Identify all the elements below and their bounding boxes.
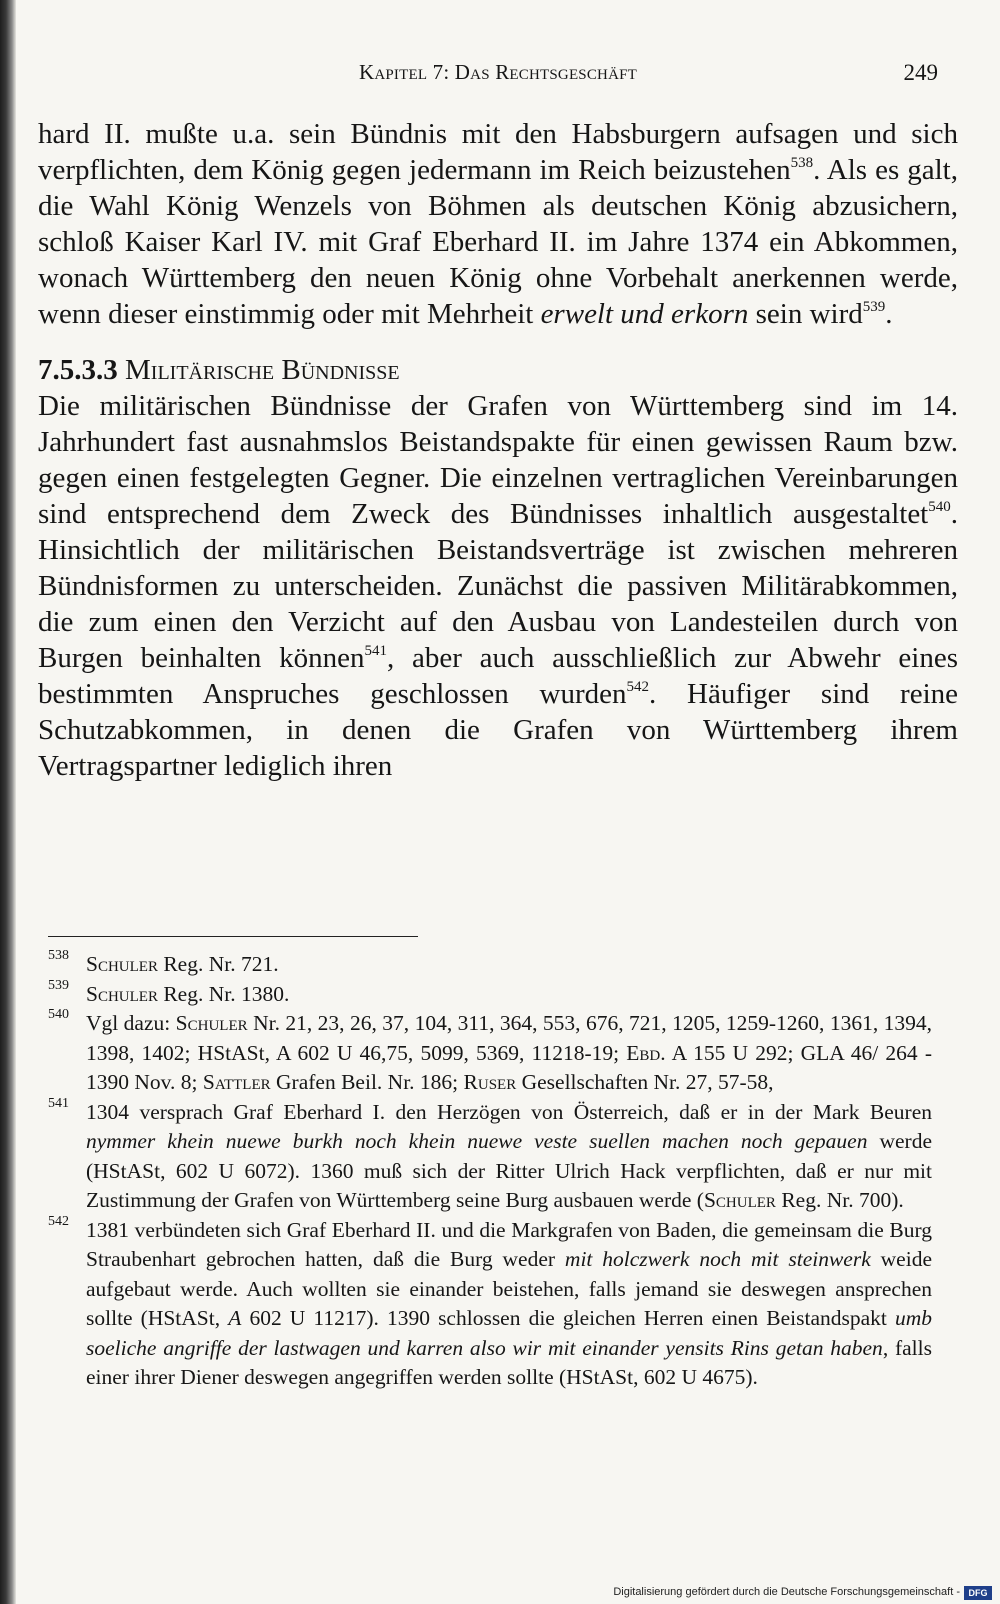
author-name: Schuler	[703, 1188, 776, 1212]
footnotes	[48, 950, 932, 1393]
footnote-538	[48, 950, 932, 980]
footnote-number: 539	[48, 977, 69, 993]
abbreviation: Ebd.	[626, 1040, 666, 1065]
text-run: 602 U 11217). 1390 schlossen die gleichen Herren einen Beistandspakt	[241, 1306, 895, 1330]
author-name: Schuler	[86, 981, 158, 1006]
running-head	[38, 60, 958, 90]
footnote-ref-542: 542	[626, 679, 650, 695]
text-run: hard II. mußte u.a. sein Bündnis mit den Habsburgern aufsagen und sich verpflichten, dem König gegen jedermann im Reich beizustehen	[38, 118, 958, 186]
quoted-phrase: nymmer khein nuewe burkh noch khein nuewe veste suellen machen noch gepauen	[86, 1129, 868, 1153]
text-run: 1381 verbündeten sich Graf Eberhard II. und die Markgrafen von Baden, die gemeinsam die Burg Straubenhart gebrochen hatten, daß die Burg weder	[86, 1217, 932, 1271]
text-run: .	[885, 298, 893, 330]
quoted-phrase: erwelt und erkorn	[540, 298, 749, 330]
text-run: werde (HStASt, 602 U 6072). 1360 muß sich der Ritter Ulrich Hack verpflichten, daß er nur mit Zustimmung der Grafen von Württemberg seine Burg ausbauen werde (	[86, 1129, 932, 1212]
section-number: 7.5.3.3	[38, 354, 118, 386]
author-name: Sattler	[202, 1070, 271, 1094]
footnote-539	[48, 977, 932, 1010]
section-title: Militärische Bündnisse	[125, 354, 400, 386]
text-run: Vgl dazu:	[86, 1011, 176, 1035]
chapter-title: Kapitel 7: Das Rechtsgeschäft	[358, 60, 638, 84]
quoted-phrase: A	[228, 1306, 242, 1330]
digitization-credit: Digitalisierung gefördert durch die Deutsche Forschungsgemeinschaft -	[613, 1586, 960, 1598]
text-run: weide aufgebaut werde. Auch wollten sie einander beistehen, falls jemand sie deswegen ansprechen sollte (HStASt,	[86, 1247, 932, 1330]
text-run: . Hinsichtlich der militärischen Beistandsverträge ist zwischen mehreren Bündnisformen zu unterscheiden. Zunächst die passiven Militärabkommen, die zum einen den Verzicht auf den Ausbau von Landesteilen durch von Burgen beinhalten können	[38, 498, 958, 674]
text-run: Gesellschaften Nr. 27, 57-58,	[516, 1070, 774, 1094]
text-run: , falls einer ihrer Diener deswegen angegriffen werden sollte (HStASt, 602 U 4675).	[86, 1335, 932, 1389]
text-run: 1304 versprach Graf Eberhard I. den Herzögen von Österreich, daß er in der Mark Beuren	[86, 1099, 932, 1124]
text-run: sein wird	[748, 298, 863, 330]
text-run: Die militärischen Bündnisse der Grafen von Württemberg sind im 14. Jahrhundert fast ausnahmslos Beistandspakte für einen gewissen Raum bzw. gegen einen festgelegten Gegner. Die einzelnen vertraglichen Vereinbarungen sind entsprechend dem Zweck des Bündnisses inhaltlich ausgestaltet	[38, 390, 958, 530]
quoted-phrase: mit holczwerk noch mit steinwerk	[564, 1247, 871, 1271]
footnote-number: 538	[48, 948, 69, 963]
footnote-ref-541: 541	[364, 643, 387, 659]
text-run: A 155 U 292; GLA 46/ 264 - 1390 Nov. 8;	[86, 1040, 932, 1094]
footnote-541	[48, 1095, 932, 1216]
book-spine-shadow	[0, 0, 16, 1604]
paragraph-1	[38, 116, 958, 332]
footnote-number: 542	[48, 1213, 69, 1229]
dfg-logo: DFG	[964, 1586, 992, 1600]
footnote-ref-538: 538	[790, 155, 814, 171]
footnote-ref-540: 540	[928, 499, 951, 515]
main-text	[38, 116, 958, 784]
quoted-phrase: umb soeliche angriffe der lastwagen und karren also wir mit einander yensits Rins getan haben	[86, 1306, 932, 1360]
text-run: . Als es galt, die Wahl König Wenzels von Böhmen als deutschen König abzusichern, schloß Kaiser Karl IV. mit Graf Eberhard II. im Jahre 1374 ein Abkommen, wonach Württemberg den neuen König ohne Vorbehalt anerkennen werde, wenn dieser einstimmig oder mit Mehrheit	[38, 154, 958, 330]
page-number: 249	[903, 60, 938, 85]
footnote-number: 541	[48, 1095, 69, 1111]
paragraph-2	[38, 388, 958, 784]
text-run: Reg. Nr. 1380.	[157, 981, 290, 1006]
text-run: . Häufiger sind reine Schutzabkommen, in denen die Grafen von Württemberg ihrem Vertragspartner lediglich ihren	[38, 678, 958, 782]
text-run: Reg. Nr. 721.	[157, 952, 279, 976]
footnote-number: 540	[48, 1007, 69, 1022]
text-run: , aber auch ausschließlich zur Abwehr eines bestimmten Anspruches geschlossen wurden	[38, 642, 958, 710]
author-name: Schuler	[175, 1011, 248, 1035]
footnote-separator	[48, 936, 418, 937]
footnote-540	[48, 1009, 932, 1098]
author-name: Schuler	[86, 952, 158, 976]
footnote-542	[48, 1213, 932, 1393]
text-run: Nr. 21, 23, 26, 37, 104, 311, 364, 553, 676, 721, 1205, 1259-1260, 1361, 1394, 1398, 1402; HStASt, A 602 U 46,75, 5099, 5369, 11218-19;	[86, 1011, 932, 1065]
text-run: Reg. Nr. 700).	[775, 1188, 904, 1212]
author-name: Ruser	[463, 1070, 517, 1094]
text-run: Grafen Beil. Nr. 186;	[270, 1070, 464, 1094]
section-heading	[38, 352, 958, 388]
footnote-ref-539: 539	[862, 299, 886, 315]
